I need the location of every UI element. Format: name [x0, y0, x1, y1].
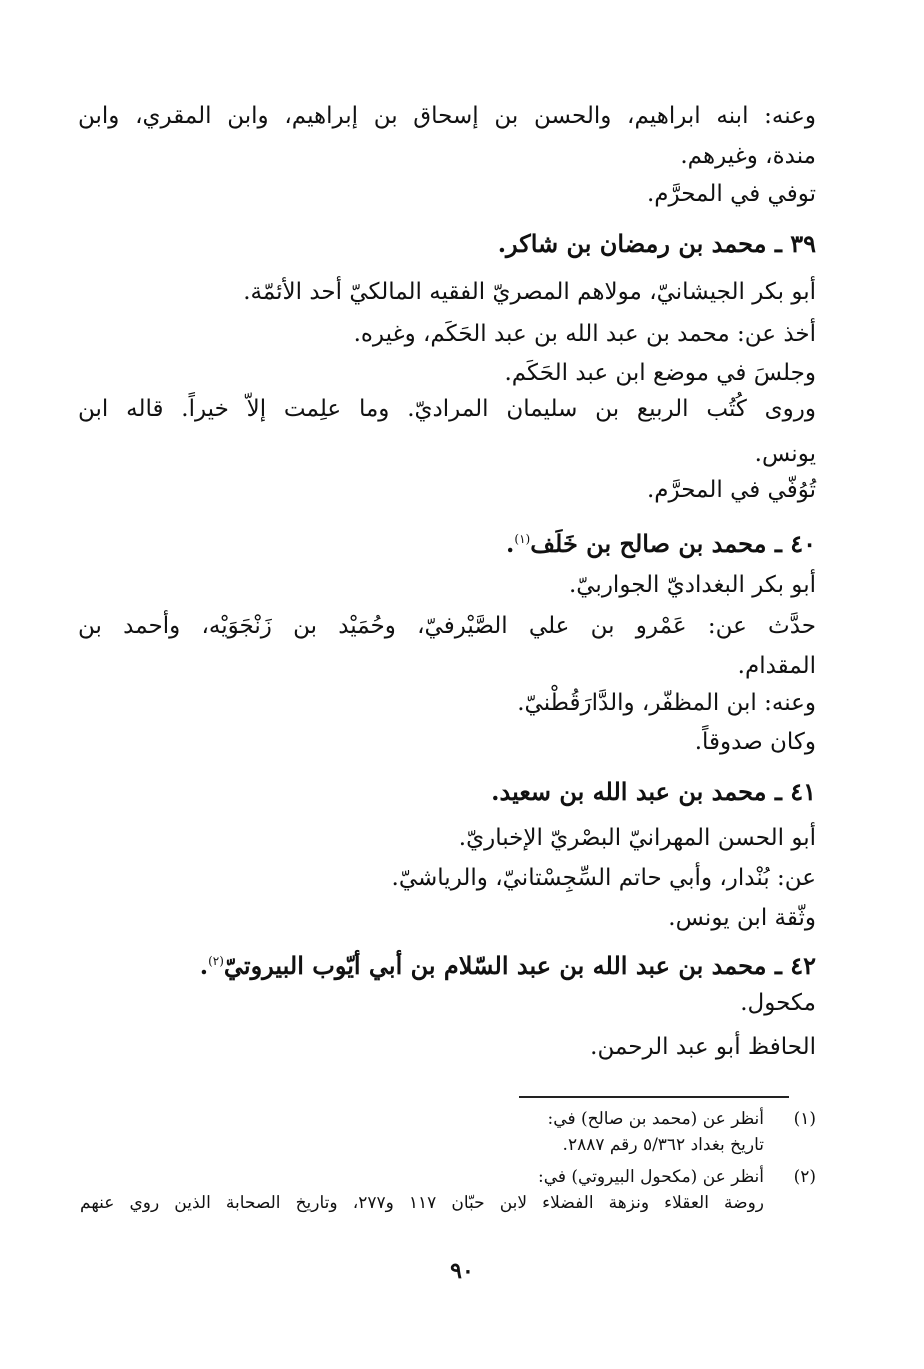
entry-heading-42: ٤٢ ـ محمد بن عبد الله بن عبد السّلام بن أبي أيّوب البيروتيّ$^{(٢)}$.	[199, 951, 816, 980]
footnote-number: (١)	[793, 1109, 816, 1129]
body-line: أبو الحسن المهرانيّ البصْريّ الإخباريّ.	[458, 825, 816, 851]
footnote-line: روضة العقلاء ونزهة الفضلاء لابن حبّان ١١٧ و٢٧٧، وتاريخ الصحابة الذين روي عنهم	[80, 1193, 764, 1213]
body-line: وثّقة ابن يونس.	[668, 905, 816, 931]
body-line: وجلسَ في موضع ابن عبد الحَكَم.	[504, 360, 816, 386]
footnote-separator	[519, 1096, 789, 1098]
body-line: وعنه: ابن المظفّر، والدَّارَقُطْنيّ.	[517, 690, 816, 716]
body-line: مكحول.	[740, 990, 816, 1016]
body-line: الحافظ أبو عبد الرحمن.	[590, 1034, 816, 1060]
entry-heading-39: ٣٩ ـ محمد بن رمضان بن شاكر.	[497, 229, 816, 258]
body-line: وعنه: ابنه ابراهيم، والحسن بن إسحاق بن إبراهيم، وابن المقري، وابن	[78, 103, 816, 129]
body-line: يونس.	[754, 441, 816, 467]
body-line: أخذ عن: محمد بن عبد الله بن عبد الحَكَم، وغيره.	[353, 321, 816, 347]
body-line: وكان صدوقاً.	[694, 729, 816, 755]
body-line: أبو بكر الجيشانيّ، مولاهم المصريّ الفقيه المالكيّ أحد الأئمّة.	[243, 279, 816, 305]
body-line: المقدام.	[737, 653, 816, 679]
body-line: أبو بكر البغداديّ الجواربيّ.	[568, 572, 816, 598]
body-line: وروى كُتُب الربيع بن سليمان المراديّ. وما علِمت إلاّ خيراً. قاله ابن	[78, 396, 816, 422]
footnote-number: (٢)	[793, 1167, 816, 1187]
footnote-line: أنظر عن (محمد بن صالح) في:	[547, 1109, 764, 1129]
entry-heading-41: ٤١ ـ محمد بن عبد الله بن سعيد.	[491, 777, 816, 806]
footnote-mark: (١)	[514, 532, 531, 546]
footnote-mark: (٢)	[208, 954, 224, 968]
footnote-line: تاريخ بغداد ٥/٣٦٢ رقم ٢٨٨٧.	[562, 1135, 764, 1155]
body-line: مندة، وغيرهم.	[680, 143, 816, 169]
body-line: عن: بُنْدار، وأبي حاتم السِّجِسْتانيّ، والرياشيّ.	[391, 865, 816, 891]
body-line: تُوُفّي في المحرَّم.	[646, 477, 816, 503]
body-line: حدَّث عن: عَمْرو بن علي الصَّيْرفيّ، وحُمَيْد بن زَنْجَوَيْه، وأحمد بن	[78, 613, 816, 639]
body-line: توفي في المحرَّم.	[646, 181, 816, 207]
entry-heading-40: ٤٠ ـ محمد بن صالح بن خَلَف$^{(١)}$.	[506, 529, 816, 558]
page-number: ٩٠	[450, 1258, 474, 1284]
footnote-line: أنظر عن (مكحول البيروتي) في:	[537, 1167, 764, 1187]
